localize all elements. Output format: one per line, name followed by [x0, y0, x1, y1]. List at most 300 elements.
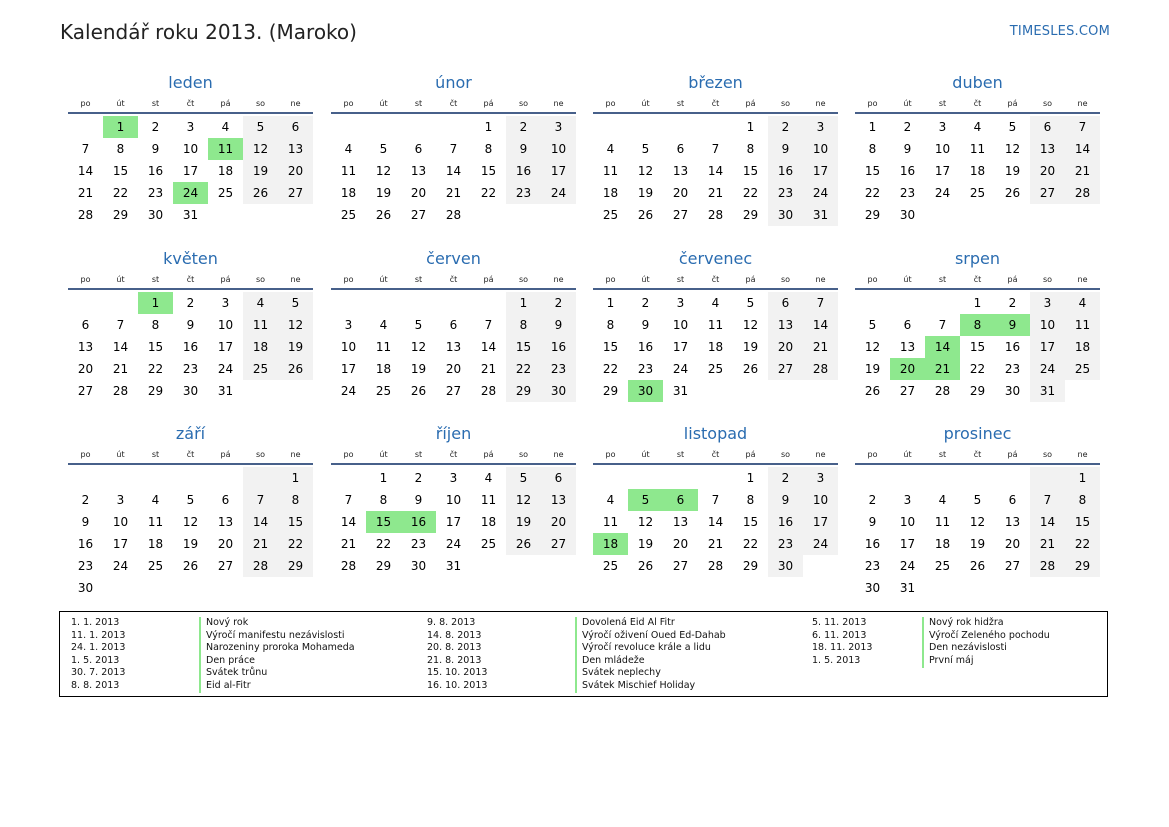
day-cell[interactable]: 4 [379, 318, 388, 332]
day-cell[interactable]: 14 [707, 515, 724, 529]
day-cell[interactable]: 26 [864, 384, 881, 398]
day-cell[interactable]: 7 [344, 493, 353, 507]
day-cell[interactable]: 2 [868, 493, 877, 507]
day-cell[interactable]: 12 [375, 164, 392, 178]
day-cell[interactable]: 25 [375, 384, 392, 398]
day-cell[interactable]: 18 [934, 537, 951, 551]
day-cell[interactable]: 3 [676, 296, 685, 310]
day-cell[interactable]: 17 [1030, 336, 1065, 358]
day-cell[interactable]: 22 [506, 358, 541, 380]
day-cell[interactable]: 6 [414, 142, 423, 156]
day-cell[interactable]: 2 [768, 116, 803, 138]
day-cell[interactable]: 19 [375, 186, 392, 200]
day-cell[interactable]: 13 [217, 515, 234, 529]
day-cell[interactable]: 1 [746, 471, 755, 485]
day-cell[interactable]: 5 [243, 116, 278, 138]
day-cell[interactable]: 2 [903, 120, 912, 134]
day-cell[interactable]: 3 [344, 318, 353, 332]
day-cell[interactable]: 29 [278, 555, 313, 577]
day-cell[interactable]: 22 [480, 186, 497, 200]
day-cell[interactable]: 5 [414, 318, 423, 332]
day-cell[interactable]: 14 [1030, 511, 1065, 533]
day-cell[interactable]: 15 [1065, 511, 1100, 533]
day-cell[interactable]: 28 [112, 384, 129, 398]
day-cell[interactable]: 15 [147, 340, 164, 354]
day-cell[interactable]: 23 [637, 362, 654, 376]
day-cell[interactable]: 24 [541, 182, 576, 204]
day-cell[interactable]: 10 [340, 340, 357, 354]
day-cell[interactable]: 4 [606, 142, 615, 156]
day-cell[interactable]: 18 [707, 340, 724, 354]
day-cell[interactable]: 20 [278, 160, 313, 182]
day-cell[interactable]: 2 [1008, 296, 1017, 310]
day-cell[interactable]: 27 [217, 559, 234, 573]
day-cell[interactable]: 11 [602, 515, 619, 529]
day-cell[interactable]: 15 [480, 164, 497, 178]
day-cell[interactable]: 25 [1065, 358, 1100, 380]
day-cell[interactable]: 21 [243, 533, 278, 555]
day-cell[interactable]: 16 [768, 160, 803, 182]
day-cell[interactable]: 7 [711, 142, 720, 156]
day-cell[interactable]: 15 [864, 164, 881, 178]
day-cell[interactable]: 9 [506, 138, 541, 160]
day-cell[interactable]: 29 [1065, 555, 1100, 577]
day-cell[interactable]: 25 [969, 186, 986, 200]
day-cell[interactable]: 21 [803, 336, 838, 358]
day-cell[interactable]: 26 [243, 182, 278, 204]
day-cell[interactable]: 30 [541, 380, 576, 402]
day-cell[interactable]: 28 [340, 559, 357, 573]
day-cell[interactable]: 8 [746, 142, 755, 156]
day-cell[interactable]: 16 [182, 340, 199, 354]
day-cell[interactable]: 3 [116, 493, 125, 507]
day-cell[interactable]: 13 [445, 340, 462, 354]
day-cell[interactable]: 2 [768, 467, 803, 489]
day-cell[interactable]: 24 [803, 533, 838, 555]
day-cell[interactable]: 22 [864, 186, 881, 200]
day-cell[interactable]: 24 [340, 384, 357, 398]
day-cell[interactable]: 8 [868, 142, 877, 156]
day-cell[interactable]: 18 [217, 164, 234, 178]
day-cell[interactable]: 21 [925, 358, 960, 380]
day-cell[interactable]: 31 [1030, 380, 1065, 402]
day-cell[interactable]: 10 [217, 318, 234, 332]
day-cell[interactable]: 8 [606, 318, 615, 332]
day-cell[interactable]: 26 [182, 559, 199, 573]
day-cell[interactable]: 29 [375, 559, 392, 573]
day-cell[interactable]: 2 [641, 296, 650, 310]
day-cell[interactable]: 11 [375, 340, 392, 354]
day-cell[interactable]: 13 [541, 489, 576, 511]
day-cell[interactable]: 14 [925, 336, 960, 358]
day-cell[interactable]: 30 [864, 581, 881, 595]
day-cell[interactable]: 19 [410, 362, 427, 376]
day-cell[interactable]: 3 [221, 296, 230, 310]
day-cell[interactable]: 19 [742, 340, 759, 354]
day-cell[interactable]: 1 [973, 296, 982, 310]
day-cell[interactable]: 21 [340, 537, 357, 551]
day-cell[interactable]: 21 [1065, 160, 1100, 182]
day-cell[interactable]: 17 [899, 537, 916, 551]
day-cell[interactable]: 28 [803, 358, 838, 380]
day-cell[interactable]: 26 [637, 208, 654, 222]
day-cell[interactable]: 26 [506, 533, 541, 555]
day-cell[interactable]: 16 [637, 340, 654, 354]
day-cell[interactable]: 5 [746, 296, 755, 310]
day-cell[interactable]: 17 [217, 340, 234, 354]
day-cell[interactable]: 10 [112, 515, 129, 529]
day-cell[interactable]: 9 [541, 314, 576, 336]
day-cell[interactable]: 26 [410, 384, 427, 398]
day-cell[interactable]: 10 [899, 515, 916, 529]
day-cell[interactable]: 11 [480, 493, 497, 507]
day-cell[interactable]: 23 [541, 358, 576, 380]
day-cell[interactable]: 9 [903, 142, 912, 156]
day-cell[interactable]: 1 [606, 296, 615, 310]
day-cell[interactable]: 23 [899, 186, 916, 200]
day-cell[interactable]: 14 [1065, 138, 1100, 160]
day-cell[interactable]: 30 [768, 555, 803, 577]
day-cell[interactable]: 17 [672, 340, 689, 354]
day-cell[interactable]: 4 [221, 120, 230, 134]
day-cell[interactable]: 1 [484, 120, 493, 134]
day-cell[interactable]: 19 [864, 362, 881, 376]
day-cell[interactable]: 26 [637, 559, 654, 573]
day-cell[interactable]: 5 [973, 493, 982, 507]
day-cell[interactable]: 9 [641, 318, 650, 332]
day-cell[interactable]: 21 [1030, 533, 1065, 555]
day-cell[interactable]: 15 [602, 340, 619, 354]
day-cell[interactable]: 27 [672, 559, 689, 573]
day-cell[interactable]: 2 [186, 296, 195, 310]
day-cell[interactable]: 1 [278, 467, 313, 489]
day-cell[interactable]: 3 [803, 467, 838, 489]
day-cell[interactable]: 14 [803, 314, 838, 336]
day-cell[interactable]: 16 [541, 336, 576, 358]
day-cell[interactable]: 20 [445, 362, 462, 376]
day-cell[interactable]: 12 [1004, 142, 1021, 156]
day-cell[interactable]: 12 [182, 515, 199, 529]
day-cell[interactable]: 30 [410, 559, 427, 573]
day-cell[interactable]: 25 [243, 358, 278, 380]
day-cell[interactable]: 8 [379, 493, 388, 507]
day-cell[interactable]: 17 [541, 160, 576, 182]
day-cell[interactable]: 11 [1065, 314, 1100, 336]
day-cell[interactable]: 26 [1004, 186, 1021, 200]
day-cell[interactable]: 4 [243, 292, 278, 314]
day-cell[interactable]: 15 [969, 340, 986, 354]
day-cell[interactable]: 6 [663, 489, 698, 511]
day-cell[interactable]: 23 [768, 182, 803, 204]
day-cell[interactable]: 27 [672, 208, 689, 222]
day-cell[interactable]: 15 [506, 336, 541, 358]
day-cell[interactable]: 23 [1004, 362, 1021, 376]
day-cell[interactable]: 16 [401, 511, 436, 533]
day-cell[interactable]: 27 [541, 533, 576, 555]
day-cell[interactable]: 9 [186, 318, 195, 332]
day-cell[interactable]: 19 [243, 160, 278, 182]
day-cell[interactable]: 27 [77, 384, 94, 398]
day-cell[interactable]: 1 [868, 120, 877, 134]
day-cell[interactable]: 14 [445, 164, 462, 178]
day-cell[interactable]: 8 [746, 493, 755, 507]
day-cell[interactable]: 21 [77, 186, 94, 200]
day-cell[interactable]: 10 [672, 318, 689, 332]
day-cell[interactable]: 11 [208, 138, 243, 160]
day-cell[interactable]: 5 [868, 318, 877, 332]
day-cell[interactable]: 23 [506, 182, 541, 204]
day-cell[interactable]: 7 [1030, 489, 1065, 511]
day-cell[interactable]: 18 [1065, 336, 1100, 358]
day-cell[interactable]: 11 [340, 164, 357, 178]
day-cell[interactable]: 4 [344, 142, 353, 156]
day-cell[interactable]: 6 [676, 142, 685, 156]
day-cell[interactable]: 28 [1030, 555, 1065, 577]
day-cell[interactable]: 13 [899, 340, 916, 354]
day-cell[interactable]: 9 [81, 515, 90, 529]
day-cell[interactable]: 13 [410, 164, 427, 178]
day-cell[interactable]: 3 [541, 116, 576, 138]
day-cell[interactable]: 17 [182, 164, 199, 178]
day-cell[interactable]: 7 [803, 292, 838, 314]
day-cell[interactable]: 26 [278, 358, 313, 380]
day-cell[interactable]: 9 [768, 138, 803, 160]
day-cell[interactable]: 20 [217, 537, 234, 551]
day-cell[interactable]: 24 [899, 559, 916, 573]
day-cell[interactable]: 24 [934, 186, 951, 200]
day-cell[interactable]: 31 [445, 559, 462, 573]
day-cell[interactable]: 21 [707, 186, 724, 200]
day-cell[interactable]: 17 [112, 537, 129, 551]
day-cell[interactable]: 12 [637, 515, 654, 529]
day-cell[interactable]: 4 [484, 471, 493, 485]
day-cell[interactable]: 22 [278, 533, 313, 555]
day-cell[interactable]: 25 [707, 362, 724, 376]
day-cell[interactable]: 28 [707, 208, 724, 222]
day-cell[interactable]: 15 [742, 515, 759, 529]
day-cell[interactable]: 27 [768, 358, 803, 380]
day-cell[interactable]: 11 [969, 142, 986, 156]
day-cell[interactable]: 6 [1008, 493, 1017, 507]
day-cell[interactable]: 5 [186, 493, 195, 507]
day-cell[interactable]: 8 [484, 142, 493, 156]
day-cell[interactable]: 22 [742, 186, 759, 200]
day-cell[interactable]: 22 [375, 537, 392, 551]
day-cell[interactable]: 5 [379, 142, 388, 156]
day-cell[interactable]: 6 [1030, 116, 1065, 138]
day-cell[interactable]: 3 [803, 116, 838, 138]
day-cell[interactable]: 23 [77, 559, 94, 573]
day-cell[interactable]: 18 [602, 186, 619, 200]
day-cell[interactable]: 9 [768, 489, 803, 511]
day-cell[interactable]: 1 [379, 471, 388, 485]
day-cell[interactable]: 27 [1004, 559, 1021, 573]
day-cell[interactable]: 20 [768, 336, 803, 358]
day-cell[interactable]: 19 [182, 537, 199, 551]
day-cell[interactable]: 28 [77, 208, 94, 222]
day-cell[interactable]: 31 [672, 384, 689, 398]
day-cell[interactable]: 20 [77, 362, 94, 376]
day-cell[interactable]: 8 [960, 314, 995, 336]
day-cell[interactable]: 16 [864, 537, 881, 551]
day-cell[interactable]: 12 [637, 164, 654, 178]
day-cell[interactable]: 14 [340, 515, 357, 529]
day-cell[interactable]: 12 [278, 314, 313, 336]
day-cell[interactable]: 7 [711, 493, 720, 507]
day-cell[interactable]: 30 [77, 581, 94, 595]
day-cell[interactable]: 24 [112, 559, 129, 573]
day-cell[interactable]: 4 [973, 120, 982, 134]
day-cell[interactable]: 19 [969, 537, 986, 551]
day-cell[interactable]: 18 [147, 537, 164, 551]
day-cell[interactable]: 4 [1065, 292, 1100, 314]
day-cell[interactable]: 7 [116, 318, 125, 332]
day-cell[interactable]: 28 [707, 559, 724, 573]
day-cell[interactable]: 20 [672, 186, 689, 200]
day-cell[interactable]: 8 [278, 489, 313, 511]
day-cell[interactable]: 14 [707, 164, 724, 178]
day-cell[interactable]: 27 [899, 384, 916, 398]
day-cell[interactable]: 23 [864, 559, 881, 573]
day-cell[interactable]: 9 [868, 515, 877, 529]
day-cell[interactable]: 8 [151, 318, 160, 332]
day-cell[interactable]: 19 [278, 336, 313, 358]
day-cell[interactable]: 9 [995, 314, 1030, 336]
day-cell[interactable]: 10 [182, 142, 199, 156]
day-cell[interactable]: 1 [746, 120, 755, 134]
day-cell[interactable]: 16 [1004, 340, 1021, 354]
day-cell[interactable]: 6 [903, 318, 912, 332]
day-cell[interactable]: 23 [410, 537, 427, 551]
day-cell[interactable]: 12 [742, 318, 759, 332]
day-cell[interactable]: 20 [541, 511, 576, 533]
day-cell[interactable]: 12 [410, 340, 427, 354]
day-cell[interactable]: 25 [340, 208, 357, 222]
day-cell[interactable]: 16 [77, 537, 94, 551]
day-cell[interactable]: 27 [445, 384, 462, 398]
day-cell[interactable]: 31 [803, 204, 838, 226]
day-cell[interactable]: 27 [410, 208, 427, 222]
day-cell[interactable]: 9 [151, 142, 160, 156]
day-cell[interactable]: 30 [147, 208, 164, 222]
day-cell[interactable]: 10 [803, 489, 838, 511]
day-cell[interactable]: 18 [243, 336, 278, 358]
day-cell[interactable]: 11 [602, 164, 619, 178]
day-cell[interactable]: 24 [217, 362, 234, 376]
day-cell[interactable]: 1 [103, 116, 138, 138]
day-cell[interactable]: 21 [112, 362, 129, 376]
day-cell[interactable]: 16 [147, 164, 164, 178]
day-cell[interactable]: 8 [1065, 489, 1100, 511]
day-cell[interactable]: 3 [186, 120, 195, 134]
day-cell[interactable]: 15 [112, 164, 129, 178]
day-cell[interactable]: 12 [864, 340, 881, 354]
day-cell[interactable]: 18 [340, 186, 357, 200]
day-cell[interactable]: 30 [768, 204, 803, 226]
day-cell[interactable]: 18 [593, 533, 628, 555]
day-cell[interactable]: 6 [449, 318, 458, 332]
day-cell[interactable]: 30 [182, 384, 199, 398]
day-cell[interactable]: 7 [484, 318, 493, 332]
day-cell[interactable]: 6 [278, 116, 313, 138]
day-cell[interactable]: 30 [899, 208, 916, 222]
day-cell[interactable]: 20 [410, 186, 427, 200]
day-cell[interactable]: 4 [151, 493, 160, 507]
day-cell[interactable]: 26 [742, 362, 759, 376]
day-cell[interactable]: 23 [768, 533, 803, 555]
day-cell[interactable]: 19 [1004, 164, 1021, 178]
day-cell[interactable]: 15 [278, 511, 313, 533]
day-cell[interactable]: 2 [81, 493, 90, 507]
day-cell[interactable]: 20 [1030, 160, 1065, 182]
day-cell[interactable]: 2 [414, 471, 423, 485]
day-cell[interactable]: 20 [672, 537, 689, 551]
day-cell[interactable]: 28 [445, 208, 462, 222]
day-cell[interactable]: 29 [602, 384, 619, 398]
day-cell[interactable]: 14 [243, 511, 278, 533]
day-cell[interactable]: 2 [541, 292, 576, 314]
site-name[interactable]: TIMESLES.COM [1009, 24, 1110, 39]
day-cell[interactable]: 22 [112, 186, 129, 200]
day-cell[interactable]: 4 [938, 493, 947, 507]
day-cell[interactable]: 17 [803, 160, 838, 182]
day-cell[interactable]: 5 [1008, 120, 1017, 134]
day-cell[interactable]: 31 [217, 384, 234, 398]
day-cell[interactable]: 2 [151, 120, 160, 134]
day-cell[interactable]: 26 [375, 208, 392, 222]
day-cell[interactable]: 11 [243, 314, 278, 336]
day-cell[interactable]: 14 [77, 164, 94, 178]
day-cell[interactable]: 23 [147, 186, 164, 200]
day-cell[interactable]: 13 [278, 138, 313, 160]
day-cell[interactable]: 7 [938, 318, 947, 332]
day-cell[interactable]: 19 [637, 186, 654, 200]
day-cell[interactable]: 2 [506, 116, 541, 138]
day-cell[interactable]: 24 [1030, 358, 1065, 380]
day-cell[interactable]: 16 [768, 511, 803, 533]
day-cell[interactable]: 21 [480, 362, 497, 376]
day-cell[interactable]: 6 [768, 292, 803, 314]
day-cell[interactable]: 11 [147, 515, 164, 529]
day-cell[interactable]: 28 [243, 555, 278, 577]
day-cell[interactable]: 18 [480, 515, 497, 529]
day-cell[interactable]: 19 [506, 511, 541, 533]
day-cell[interactable]: 18 [969, 164, 986, 178]
day-cell[interactable]: 4 [606, 493, 615, 507]
day-cell[interactable]: 13 [672, 164, 689, 178]
day-cell[interactable]: 22 [1065, 533, 1100, 555]
day-cell[interactable]: 15 [366, 511, 401, 533]
day-cell[interactable]: 6 [81, 318, 90, 332]
day-cell[interactable]: 25 [602, 208, 619, 222]
day-cell[interactable]: 13 [77, 340, 94, 354]
day-cell[interactable]: 20 [890, 358, 925, 380]
day-cell[interactable]: 13 [1030, 138, 1065, 160]
day-cell[interactable]: 13 [768, 314, 803, 336]
day-cell[interactable]: 7 [1065, 116, 1100, 138]
day-cell[interactable]: 23 [182, 362, 199, 376]
day-cell[interactable]: 27 [278, 182, 313, 204]
day-cell[interactable]: 3 [1030, 292, 1065, 314]
day-cell[interactable]: 24 [173, 182, 208, 204]
day-cell[interactable]: 19 [637, 537, 654, 551]
day-cell[interactable]: 29 [969, 384, 986, 398]
day-cell[interactable]: 3 [449, 471, 458, 485]
day-cell[interactable]: 17 [934, 164, 951, 178]
day-cell[interactable]: 3 [938, 120, 947, 134]
day-cell[interactable]: 10 [803, 138, 838, 160]
day-cell[interactable]: 1 [138, 292, 173, 314]
